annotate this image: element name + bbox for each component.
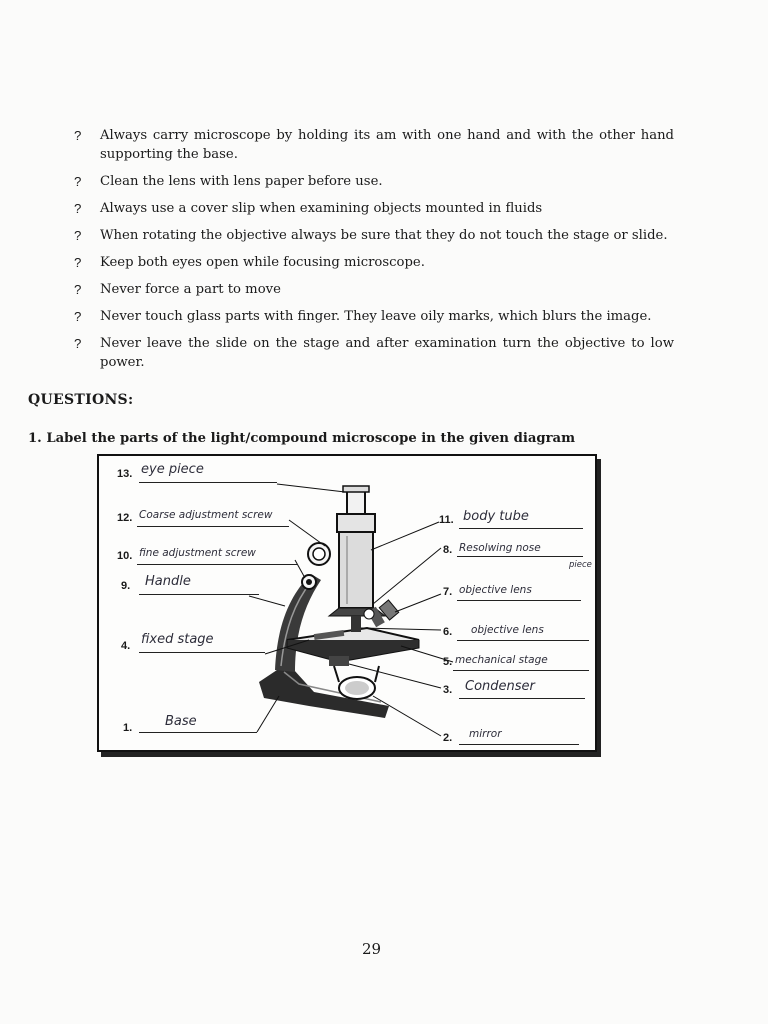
label-11-number: 11.: [439, 514, 454, 526]
bullet-text: Keep both eyes open while focusing microscope.: [100, 255, 425, 270]
label-9-number: 9.: [121, 580, 131, 592]
body-tube-shape: [339, 532, 373, 608]
label-11-answer: body tube: [463, 509, 529, 524]
label-9-answer: Handle: [145, 574, 191, 589]
bullet-text: Never touch glass parts with finger. They leave oily marks, which blurs the image.: [100, 309, 652, 324]
label-8-answer-line2: piece: [569, 560, 592, 570]
label-7-answer: objective lens: [459, 584, 532, 596]
bullet-mark: ?: [74, 336, 82, 351]
list-item: [74, 253, 674, 272]
questions-heading: QUESTIONS:: [28, 392, 134, 408]
bullet-mark: ?: [74, 201, 82, 216]
microscope-diagram: [97, 454, 597, 752]
label-8-number: 8.: [443, 544, 453, 556]
label-3-number: 3.: [443, 684, 453, 696]
label-1-number: 1.: [123, 722, 133, 734]
bullet-mark: ?: [74, 228, 82, 243]
label-3-answer: Condenser: [465, 679, 535, 694]
list-item: [74, 199, 674, 218]
label-12-answer: Coarse adjustment screw: [139, 509, 273, 521]
bullet-text: When rotating the objective always be sure that they do not touch the stage or slide.: [100, 228, 668, 243]
bullet-mark: ?: [74, 174, 82, 189]
question-1-text: 1. Label the parts of the light/compound microscope in the given diagram: [28, 431, 576, 446]
bullet-text: Never leave the slide on the stage and after examination turn the objective to low power.: [100, 336, 674, 370]
label-2-answer: mirror: [469, 728, 502, 740]
list-item: [74, 126, 674, 164]
bullet-mark: ?: [74, 255, 82, 270]
safety-rules-list: [74, 126, 674, 380]
list-item: [74, 172, 674, 191]
label-13-number: 13.: [117, 468, 133, 480]
bullet-text: Clean the lens with lens paper before use.: [100, 174, 383, 189]
label-10-number: 10.: [117, 550, 133, 562]
microscope-drawing: [99, 456, 595, 750]
label-10-answer: fine adjustment screw: [139, 547, 256, 559]
bullet-mark: ?: [74, 282, 82, 297]
label-13-answer: eye piece: [141, 462, 204, 477]
label-6-answer: objective lens: [471, 624, 544, 636]
label-4-answer: fixed stage: [141, 632, 214, 647]
label-7-number: 7.: [443, 586, 453, 598]
list-item: [74, 226, 674, 245]
bullet-mark: ?: [74, 128, 82, 143]
list-item: [74, 280, 674, 299]
list-item: [74, 307, 674, 326]
label-4-number: 4.: [121, 640, 131, 652]
label-6-number: 6.: [443, 626, 453, 638]
label-1-answer: Base: [165, 714, 197, 729]
label-12-number: 12.: [117, 512, 133, 524]
list-item: [74, 334, 674, 372]
bullet-mark: ?: [74, 309, 82, 324]
bullet-text: Always use a cover slip when examining objects mounted in fluids: [100, 201, 543, 216]
label-8-answer: Resolwing nose: [459, 542, 541, 554]
bullet-text: Never force a part to move: [100, 282, 281, 297]
label-2-number: 2.: [443, 732, 453, 744]
label-5-answer: mechanical stage: [455, 654, 548, 666]
label-5-number: 5.: [443, 656, 453, 668]
bullet-text: Always carry microscope by holding its am with one hand and with the other hand supporting the base.: [100, 128, 674, 162]
page-number: 29: [362, 940, 382, 958]
